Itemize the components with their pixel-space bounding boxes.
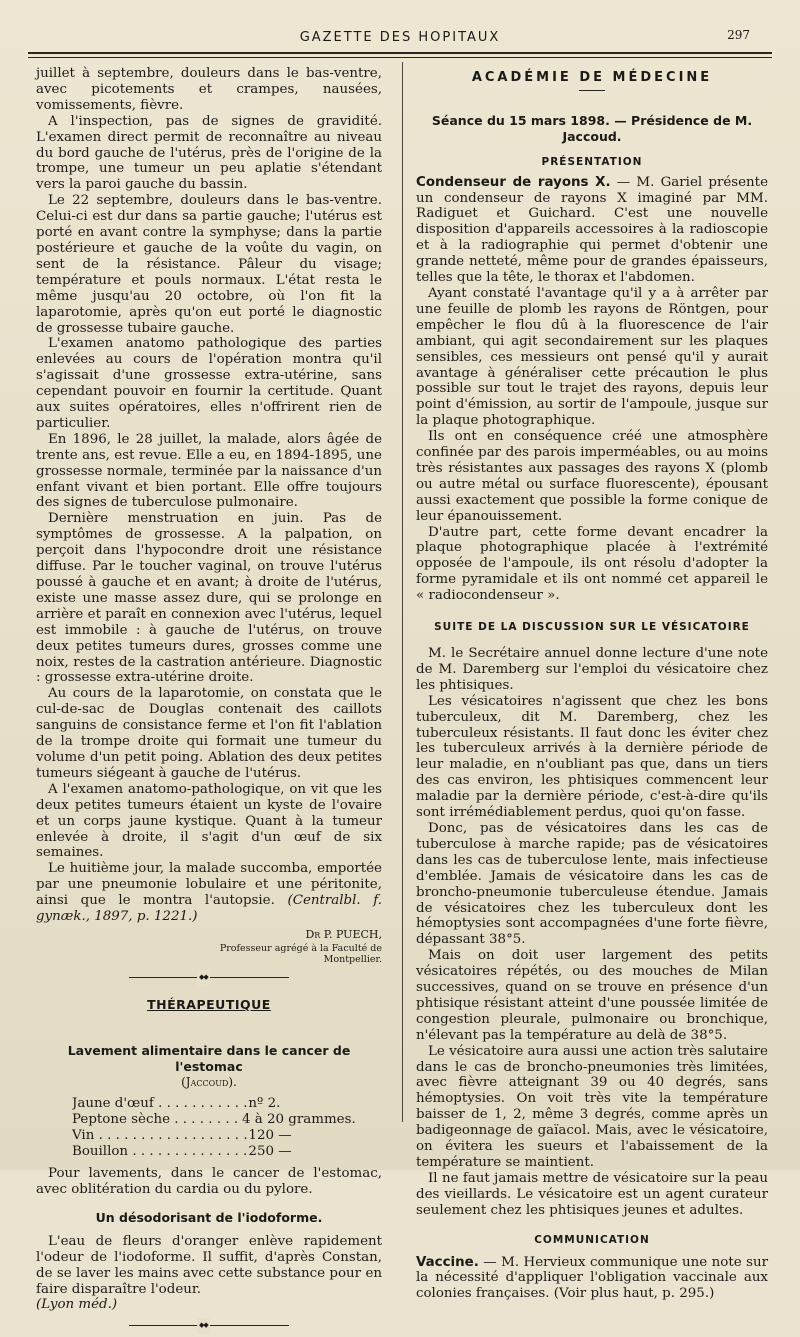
article-author: (Jaccoud). (181, 1074, 237, 1089)
paragraph (36, 861, 382, 925)
column-divider (402, 62, 403, 1122)
paragraph: Mais on doit user largement des petits vésicatoires répétés, ou des mouches de Milan successives, quand on se trouve en présence d'un phtisique résistant atteint d'une poussée limitée de congestion pleurale, pulmonaire ou bronchique, n'élevant pas la température au delà de 38°5. (416, 948, 768, 1043)
session-line: Séance du 15 mars 1898. — Présidence de M. Jaccoud. (431, 112, 753, 144)
page-number: 297 (727, 28, 750, 42)
quantity: 4 à 20 grammes. (242, 1112, 356, 1128)
paragraph: L'eau de fleurs d'oranger enlève rapidement l'odeur de l'iodoforme. Il suffit, d'après Constan, de se laver les mains avec cette substance pour en faire disparaître l'odeur. (36, 1233, 382, 1297)
recipe-row (72, 1144, 332, 1160)
header-rule (28, 52, 772, 54)
section-title-therapeutique: THÉRAPEUTIQUE (147, 996, 271, 1012)
journal-title: GAZETTE DES HOPITAUX (299, 30, 501, 45)
paragraph-text: — M. Hervieux communique une note sur la nécessité d'appliquer l'obligation vaccinale aux colonies françaises. (Voir plus haut, p. 295.) (416, 1254, 768, 1302)
paragraph: D'autre part, cette forme devant encadrer la plaque photographique placée à l'extrémité opposée de l'ampoule, ils ont résolu d'adopter la forme pyramidale et ils ont nommé cet appareil le « radiocondenseur ». (416, 524, 768, 604)
recipe-list (72, 1096, 356, 1160)
ornamental-rule (129, 1321, 289, 1329)
quantity: 120 — (248, 1128, 292, 1144)
recipe-row (72, 1128, 332, 1144)
ingredient: Jaune d'œuf . . . (72, 1096, 248, 1112)
ornamental-rule (129, 973, 289, 981)
paragraph: Les vésicatoires n'agissent que chez les bons tuberculeux, dit M. Daremberg, chez les tuberculeux résistants. Il faut donc les éviter chez les tuberculeux arrivés à la dernière période de leur maladie, en n'oubliant pas que, dans un tiers des cas environ, les phtisiques commencent leur maladie par la dernière période, c'est-à-dire qu'ils sont irrémédiablement perdus, quoi qu'on fasse. (416, 693, 768, 821)
paragraph: L'examen anatomo pathologique des parties enlevées au cours de l'opération montra qu'il s'agissait d'une grossesse extra-utérine, sans cependant pouvoir en fournir la certitude. Quant aux suites opératoires, elles n'offrirent rien de particulier. (36, 336, 382, 431)
paragraph: Donc, pas de vésicatoires dans les cas de tuberculose à marche rapide; pas de vésicatoires dans les cas de tuberculose lente, mais infectieuse d'emblée. Jamais de vésicatoire dans les cas de broncho-pneumonie tuberculeuse étendue. Jamais de vésicatoires chez les tuberculeux dont les hémoptysies sont accompagnées d'une forte fièvre, dépassant 38°5. (416, 820, 768, 948)
paragraph: Ils ont en conséquence créé une atmosphère confinée par des parois imperméables, ou au moins très résistantes aux passages des rayons X (plomb ou autre métal ou surface fluorescente), épousant aussi exactement que possible la forme conique de leur épanouissement. (416, 429, 768, 524)
paragraph-text: Le huitième jour, la malade succomba, emportée par une pneumonie lobulaire et une péritonite, ainsi que le montra l'autopsie. (36, 861, 382, 909)
header-rule-thin (28, 57, 772, 58)
paragraph: Dernière menstruation en juin. Pas de symptômes de grossesse. A la palpation, on perçoit dans l'hypocondre droit une résistance diffuse. Par le toucher vaginal, on trouve l'utérus poussé à gauche et en avant; à droite de l'utérus, existe une masse assez dure, qui se prolonge en arrière et paraît en connexion avec l'utérus, lequel est immobile : à gauche de l'utérus, on trouve deux petites tumeurs dures, grosses comme une noix, restes de la castration antérieure. Diagnostic : grossesse extra-utérine droite. (36, 511, 382, 686)
paragraph: Il ne faut jamais mettre de vésicatoire sur la peau des vieillards. Le vésicatoire est un agent curateur seulement chez les phtisiques jeunes et adultes. (416, 1170, 768, 1218)
subsection-title-communication: COMMUNICATION (534, 1233, 650, 1246)
ingredient: Vin . . . (72, 1128, 248, 1144)
paragraph: M. le Secrétaire annuel donne lecture d'une note de M. Daremberg sur l'emploi du vésicatoire chez les phtisiques. (416, 646, 768, 693)
paragraph: Pour lavements, dans le cancer de l'estomac, avec oblitération du cardia ou du pylore. (36, 1166, 382, 1197)
page-header (20, 26, 780, 48)
short-rule (579, 90, 605, 91)
lead-term: Vaccine. (416, 1254, 479, 1270)
paragraph: A l'examen anatomo-pathologique, on vit que les deux petites tumeurs étaient un kyste de l'ovaire et un corps jaune kystique. Quant à la tumeur enlevée à droite, il s'agit d'un œuf de six semaines. (36, 781, 382, 861)
paragraph (416, 175, 768, 286)
paragraph: A l'inspection, pas de signes de gravidité. L'examen direct permit de reconnaître au niveau du bord gauche de l'utérus, près de l'origine de la trompe, une tumeur un peu aplatie s'étendant vers la paroi gauche du bassin. (36, 113, 382, 193)
paragraph: En 1896, le 28 juillet, la malade, alors âgée de trente ans, est revue. Elle a eu, en 1894-1895, une grossesse normale, terminée par la naissance d'un enfant vivant et bien portant. Elle offre toujours des signes de tuberculose pulmonaire. (36, 431, 382, 511)
section-title-academie: ACADÉMIE DE MÉDECINE (471, 70, 713, 85)
recipe-row (72, 1096, 332, 1112)
paragraph: Le vésicatoire aura aussi une action très salutaire dans le cas de broncho-pneumonies très limitées, avec fièvre atteignant 39 ou 40 degrés, sans hémoptysies. On voit très vite la température baisser de 1, 2, même 3 degrés, comme après un badigeonnage de gaïacol. Mais, avec le vésicatoire, on évitera les sueurs et l'abaissement de la température se maintient. (416, 1043, 768, 1170)
subsection-title-presentation: PRÉSENTATION (541, 155, 643, 168)
paragraph: Ayant constaté l'avantage qu'il y a à arrêter par une feuille de plomb les rayons de Röntgen, pour empêcher le flou dû à la fluorescence de l'air ambiant, qui agit secondairement sur les plaques sensibles, ces messieurs ont pensé qu'il y aurait avantage à généraliser cette précaution le plus possible sur tout le trajet des rayons, depuis leur point d'émission, au sortir de l'ampoule, jusque sur la plaque photographique. (416, 285, 768, 429)
recipe-row (72, 1112, 356, 1128)
lead-term: Condenseur de rayons X. (416, 174, 611, 190)
article-title: Lavement alimentaire dans le cancer de l'estomac (67, 1042, 351, 1074)
citation: (Centralbl. f. gynæk., 1897, p. 1221.) (36, 893, 382, 925)
left-column (36, 66, 382, 1337)
paragraph (416, 1255, 768, 1303)
author-signature (36, 927, 382, 965)
paragraph: juillet à septembre, douleurs dans le bas-ventre, avec picotements et crampes, nausées, vomissements, fièvre. (36, 66, 382, 113)
author-affiliation: Professeur agrégé à la Faculté de Montpellier. (219, 942, 382, 965)
paragraph: Au cours de la laparotomie, on constata que le cul-de-sac de Douglas contenait des caillots sanguins de consistance ferme et l'on fit l'ablation de la trompe droite qui formait une tumeur du volume d'un petit poing. Ablation des deux petites tumeurs siégeant à gauche de l'utérus. (36, 686, 382, 781)
subsection-title-vesicatoire: SUITE DE LA DISCUSSION SUR LE VÉSICATOIRE (434, 621, 750, 634)
ingredient: Bouillon . . . (72, 1144, 248, 1160)
paragraph-text: — M. Gariel présente un condenseur de rayons X imaginé par MM. Radiguet et Guichard. C'est une nouvelle disposition d'appareils accessoires à la radioscopie et à la radiographie qui permet d'obtenir une grande netteté, même pour de grandes épaisseurs, telles que la tête, le thorax et l'abdomen. (416, 174, 768, 286)
article-title: Un désodorisant de l'iodoforme. (95, 1209, 323, 1225)
quantity: nº 2. (248, 1096, 281, 1112)
ingredient: Peptone sèche . . . (72, 1112, 242, 1128)
citation: (Lyon méd.) (36, 1297, 118, 1313)
right-column (416, 66, 768, 1302)
paragraph: Le 22 septembre, douleurs dans le bas-ventre. Celui-ci est dur dans sa partie gauche; l'utérus est porté en avant contre la symphyse; dans la partie postérieure et gauche de la voûte du vagin, on sent de la résistance. Pâleur du visage; température et pouls normaux. L'état resta le même jusqu'au 20 octobre, où l'on fit la laparotomie, après qu'on eut porté le diagnostic de grossesse tubaire gauche. (36, 193, 382, 336)
quantity: 250 — (248, 1144, 292, 1160)
author-name: Dr P. PUECH, (305, 927, 382, 941)
